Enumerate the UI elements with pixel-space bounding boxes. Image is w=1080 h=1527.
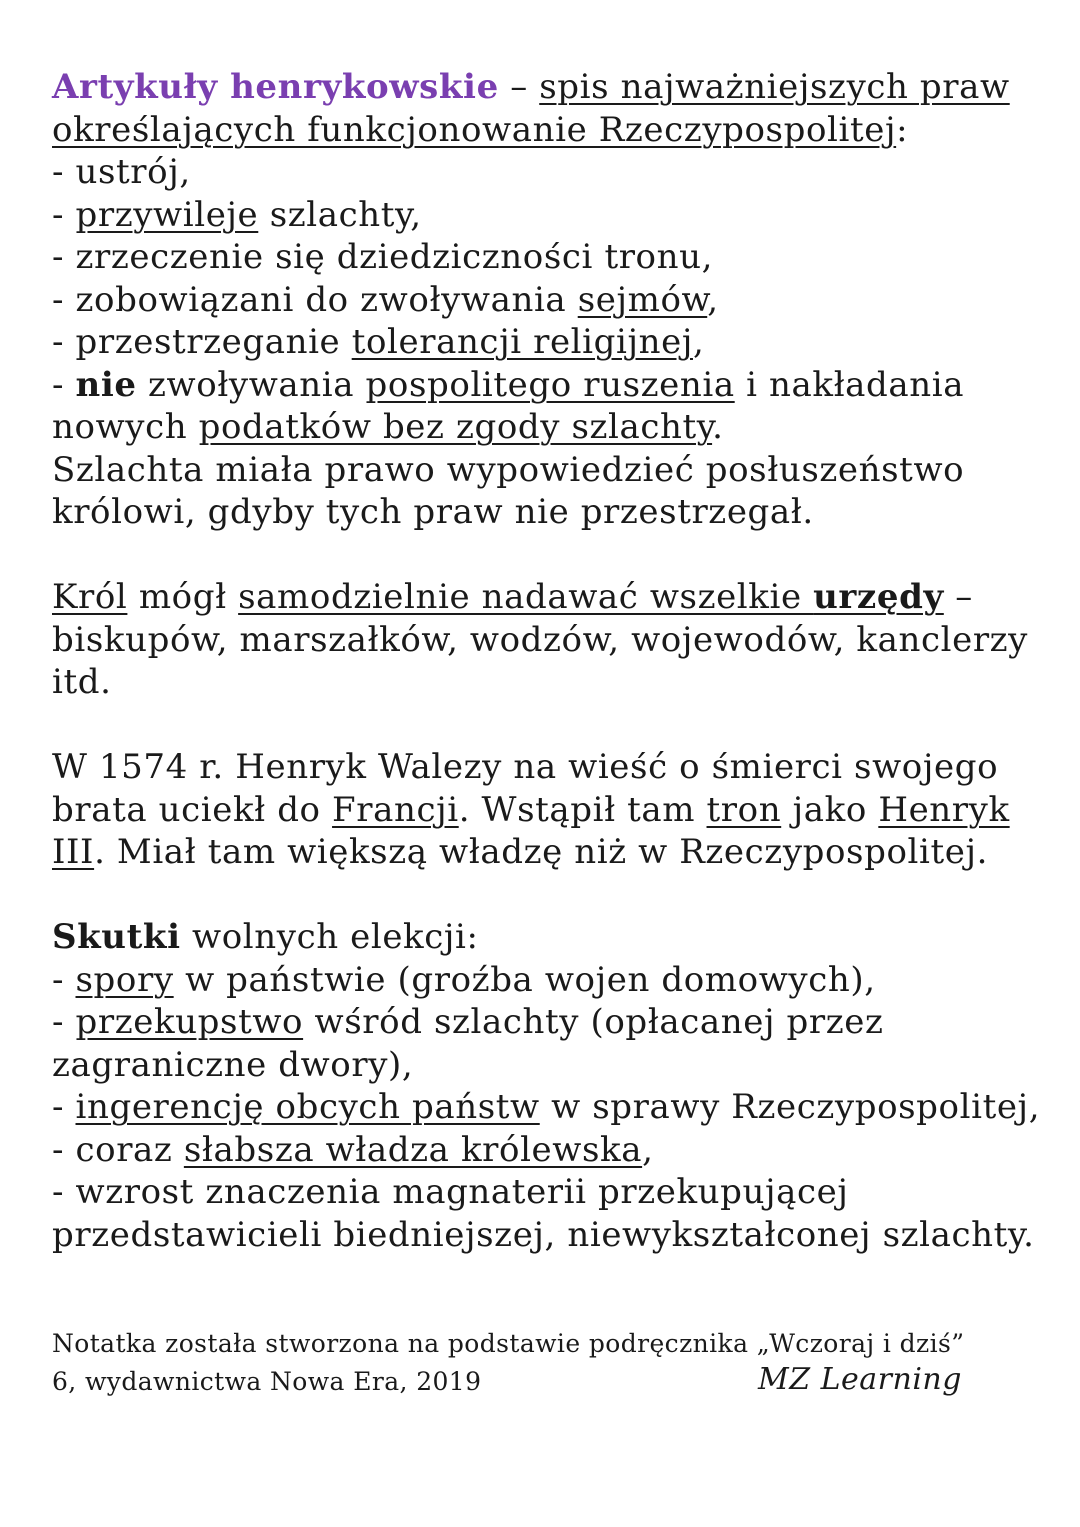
list-item-continuation: zagraniczne dwory), xyxy=(52,1044,414,1085)
definition-text: spis najważniejszych praw xyxy=(539,67,1010,107)
list-item: - przekupstwo wśród szlachty (opłacanej przez xyxy=(52,1002,884,1042)
list-item: - zobowiązani do zwoływania sejmów, xyxy=(52,279,719,320)
list-item: - ustrój, xyxy=(52,152,191,192)
list-item: - nie zwoływania pospolitego ruszenia i nakładania xyxy=(52,364,965,405)
list-item: - coraz słabsza władza królewska, xyxy=(52,1129,654,1170)
list-item: - przestrzeganie tolerancji religijnej, xyxy=(52,322,705,362)
spacer xyxy=(52,874,1052,917)
henrician-articles-title: Artykuły henrykowskie xyxy=(52,67,499,107)
list-item: - ingerencję obcych państw w sprawy Rzeczypospolitej, xyxy=(52,1087,1041,1127)
spacer xyxy=(52,534,1052,577)
paragraph-line: itd. xyxy=(52,662,112,702)
paragraph-line: III. Miał tam większą władzę niż w Rzeczypospolitej. xyxy=(52,832,989,872)
list-item: - wzrost znaczenia magnaterii przekupującej xyxy=(52,1172,849,1212)
footnote-line: Notatka została stworzona na podstawie podręcznika „Wczoraj i dziś” xyxy=(52,1329,965,1358)
brand-signature: MZ Learning xyxy=(758,1362,962,1397)
paragraph-line: królowi, gdyby tych praw nie przestrzegał. xyxy=(52,492,814,532)
paragraph-line: brata uciekł do Francji. Wstąpił tam tron jako Henryk xyxy=(52,789,1010,830)
footnote-line: 6, wydawnictwa Nowa Era, 2019 xyxy=(52,1367,482,1396)
list-item: - przywileje szlachty, xyxy=(52,194,422,235)
paragraph-line: W 1574 r. Henryk Walezy na wieść o śmierci swojego xyxy=(52,747,999,787)
list-item-continuation: nowych podatków bez zgody szlachty. xyxy=(52,407,724,447)
henrician-articles-heading-line: Artykuły henrykowskie – spis najważniejszych praw xyxy=(52,67,1010,107)
spacer xyxy=(52,704,1052,747)
paragraph-line: biskupów, marszałków, wodzów, wojewodów, kanclerzy xyxy=(52,619,1028,660)
list-item-continuation: przedstawicieli biedniejszej, niewykształconej szlachty. xyxy=(52,1214,1035,1255)
effects-heading: Skutki wolnych elekcji: xyxy=(52,917,479,957)
list-item: - spory w państwie (groźba wojen domowych), xyxy=(52,959,876,1000)
definition-line-2: określających funkcjonowanie Rzeczypospolitej: xyxy=(52,109,909,150)
king-offices-line: Król mógł samodzielnie nadawać wszelkie urzędy – xyxy=(52,577,973,617)
list-item: - zrzeczenie się dziedziczności tronu, xyxy=(52,237,714,277)
note-document xyxy=(52,66,1052,1256)
paragraph-line: Szlachta miała prawo wypowiedzieć posłuszeństwo xyxy=(52,449,965,490)
